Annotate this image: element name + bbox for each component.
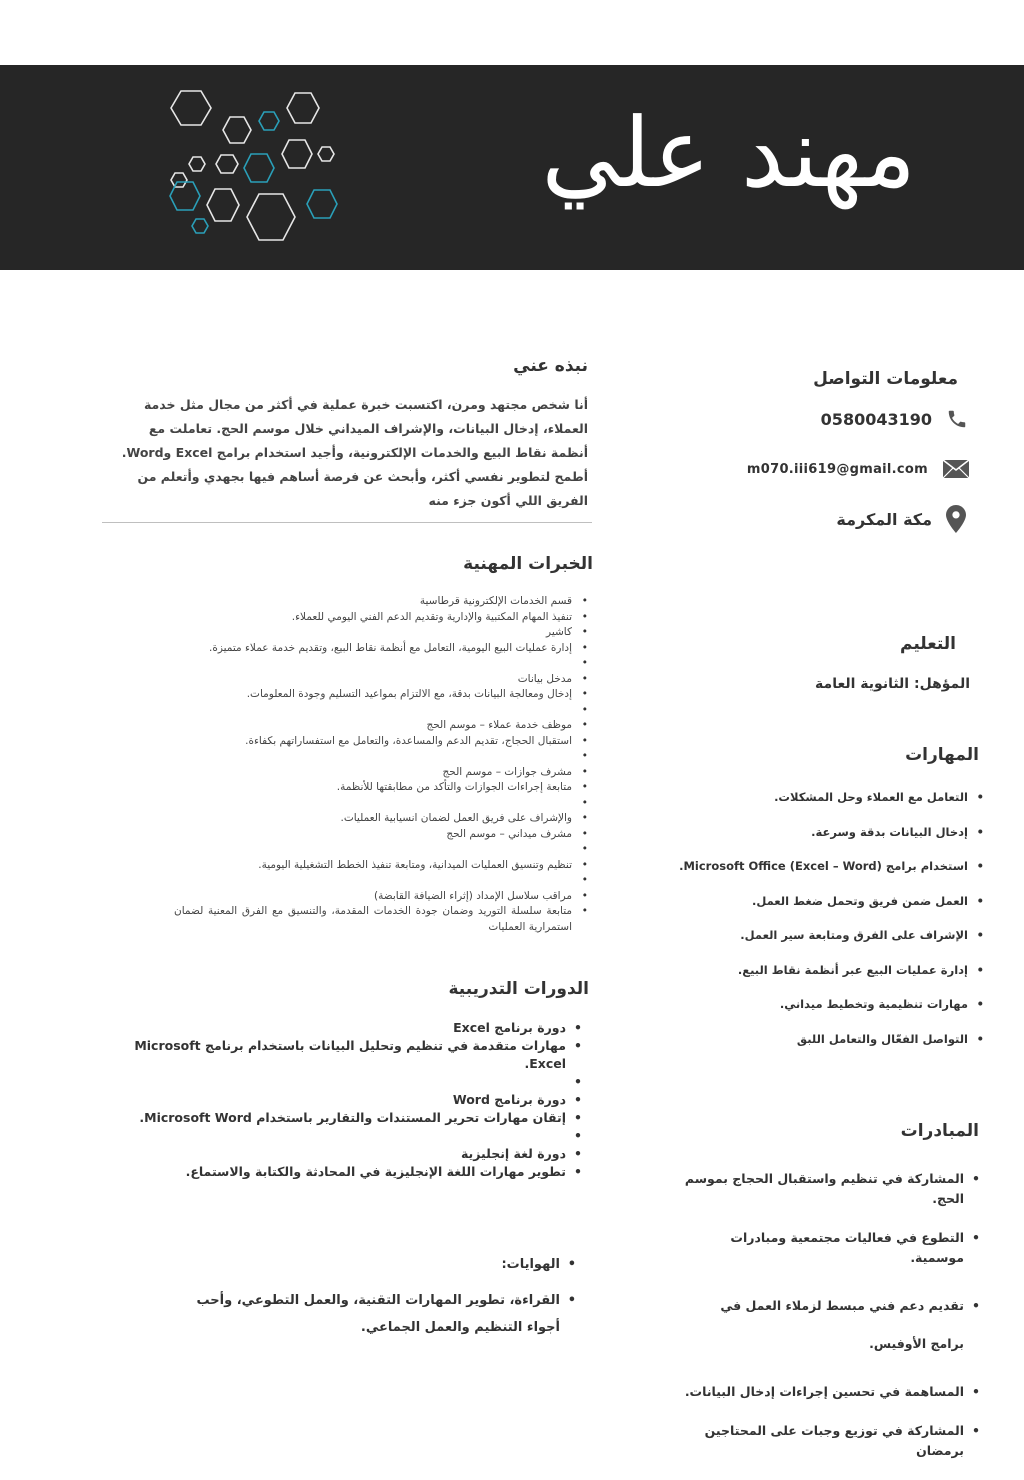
experience-item: • قسم الخدمات الإلكترونية قرطاسية — [174, 594, 590, 610]
initiative-item: • المساهمة في تحسين إجراءات إدخال البيانات. — [682, 1382, 982, 1402]
initiatives-list — [682, 1169, 982, 1480]
experience-item: • كاشير — [174, 625, 590, 641]
skill-item: • إدارة عمليات البيع عبر أنظمة نقاط البيع. — [666, 960, 986, 995]
email-address[interactable]: m070.iii619@gmail.com — [746, 461, 928, 477]
skill-item: • الإشراف على الفرق ومتابعة سير العمل. — [666, 925, 986, 960]
skill-item: • إدخال البيانات بدقة وسرعة. — [666, 822, 986, 857]
about-heading: نبذه عني — [513, 356, 588, 376]
initiative-item: • التطوع في فعاليات مجتمعية ومبادرات موسمية. — [682, 1228, 982, 1268]
course-item: • دورة برنامج Excel — [104, 1019, 584, 1037]
skill-item: • التواصل الفعّال والتعامل اللبق — [666, 1029, 986, 1064]
experience-item: • موظف خدمة عملاء – موسم الحج — [174, 718, 590, 734]
experience-item: • مراقب سلاسل الإمداد (إثراء الضيافة القابضة) — [174, 889, 590, 905]
experience-item: • مشرف جوازات – موسم الحج — [174, 765, 590, 781]
location-text: مكة المكرمة — [836, 509, 932, 529]
course-item: • دورة برنامج Word — [104, 1091, 584, 1109]
contact-heading: معلومات التواصل — [813, 369, 958, 389]
skills-list — [666, 787, 986, 1063]
contact-email-row — [747, 459, 970, 479]
initiatives-heading: المبادرات — [900, 1121, 979, 1141]
experience-item: • متابعة سلسلة التوريد وضمان جودة الخدمات المقدمة، والتنسيق مع الفرق المعنية لضمان استمرارية العمليات — [174, 904, 590, 935]
education-heading: التعليم — [900, 634, 956, 654]
experience-item: • تنفيذ المهام المكتبية والإدارية وتقديم الدعم الفني اليومي للعملاء. — [174, 610, 590, 626]
skills-heading: المهارات — [905, 745, 979, 765]
envelope-icon — [942, 459, 970, 479]
course-item: • إتقان مهارات تحرير المستندات والتقارير باستخدام Microsoft Word. — [104, 1109, 584, 1127]
course-item: • مهارات متقدمة في تنظيم وتحليل البيانات باستخدام برنامج Microsoft Excel. — [104, 1037, 584, 1073]
experience-heading: الخبرات المهنية — [463, 554, 593, 574]
courses-list — [104, 1019, 584, 1181]
course-item — [104, 1127, 584, 1145]
experience-item: • استقبال الحجاج، تقديم الدعم والمساعدة، والتعامل مع استفساراتهم بكفاءة. — [174, 734, 590, 750]
experience-item: • متابعة إجراءات الجوازات والتأكد من مطابقتها للأنظمة. — [174, 780, 590, 796]
course-item — [104, 1073, 584, 1091]
experience-item: • مشرف ميداني – موسم الحج — [174, 827, 590, 843]
candidate-name: مهند علي — [541, 97, 916, 209]
experience-item — [174, 656, 590, 672]
skill-item: • استخدام برامج Microsoft Office (Excel – Word). — [666, 856, 986, 891]
experience-item — [174, 703, 590, 719]
phone-number[interactable]: 0580043190 — [820, 409, 932, 429]
initiative-item: • المشاركة في توزيع وجبات على المحتاجين برمضان — [682, 1421, 982, 1461]
experience-item — [174, 842, 590, 858]
experience-list — [174, 594, 590, 935]
skill-item: • التعامل مع العملاء وحل المشكلات. — [666, 787, 986, 822]
courses-heading: الدورات التدريبية — [448, 979, 589, 999]
initiative-item: • المشاركة في تنظيم واستقبال الحجاج بموسم الحج. — [682, 1169, 982, 1209]
course-item: • دورة لغة إنجليزية — [104, 1145, 584, 1163]
initiative-item: • تقديم دعم فني مبسط لزملاء العمل في برامج الأوفيس. — [718, 1287, 982, 1363]
experience-item: • والإشراف على فريق العمل لضمان انسيابية العمليات. — [174, 811, 590, 827]
hobbies-text: • القراءة، تطوير المهارات التقنية، والعمل التطوعي، وأحب أجواء التنظيم والعمل الجماعي. — [178, 1287, 578, 1341]
experience-item: • إدارة عمليات البيع اليومية، التعامل مع أنظمة نقاط البيع، وتقديم خدمة عملاء متميزة. — [174, 641, 590, 657]
about-text: أنا شخص مجتهد ومرن، اكتسبت خبرة عملية في أكثر من مجال مثل خدمة العملاء، إدخال البيانات، والإشراف الميداني خلال موسم الحج. تعاملت مع أنظمة نقاط البيع والخدمات الإلكترونية، وأجيد استخدام برامج Excel وWord. أطمح لتطوير نفسي أكثر، وأبحث عن فرصة أساهم فيها بجهدي وأتعلم من الفريق اللي أكون جزء منه — [121, 397, 588, 508]
skill-item: • العمل ضمن فريق وتحمل ضغط العمل. — [666, 891, 986, 926]
phone-icon — [946, 406, 968, 432]
education-qualification: المؤهل: الثانوية العامة — [815, 676, 970, 692]
course-item: • تطوير مهارات اللغة الإنجليزية في المحادثة والكتابة والاستماع. — [104, 1163, 584, 1181]
hobbies-list — [178, 1251, 578, 1350]
experience-item: • مدخل بيانات — [174, 672, 590, 688]
experience-item — [174, 749, 590, 765]
experience-item — [174, 796, 590, 812]
experience-item — [174, 873, 590, 889]
hobbies-label: • الهوايات: — [178, 1251, 578, 1278]
experience-item: • تنظيم وتنسيق العمليات الميدانية، ومتابعة تنفيذ الخطط التشغيلية اليومية. — [174, 858, 590, 874]
experience-item: • إدخال ومعالجة البيانات بدقة، مع الالتزام بمواعيد التسليم وجودة المعلومات. — [174, 687, 590, 703]
skill-item: • مهارات تنظيمية وتخطيط ميداني. — [666, 994, 986, 1029]
map-pin-icon — [946, 505, 966, 533]
section-divider — [102, 522, 592, 523]
contact-location-row — [836, 505, 966, 533]
hexagon-pattern — [165, 88, 345, 248]
contact-phone-row — [821, 406, 968, 432]
